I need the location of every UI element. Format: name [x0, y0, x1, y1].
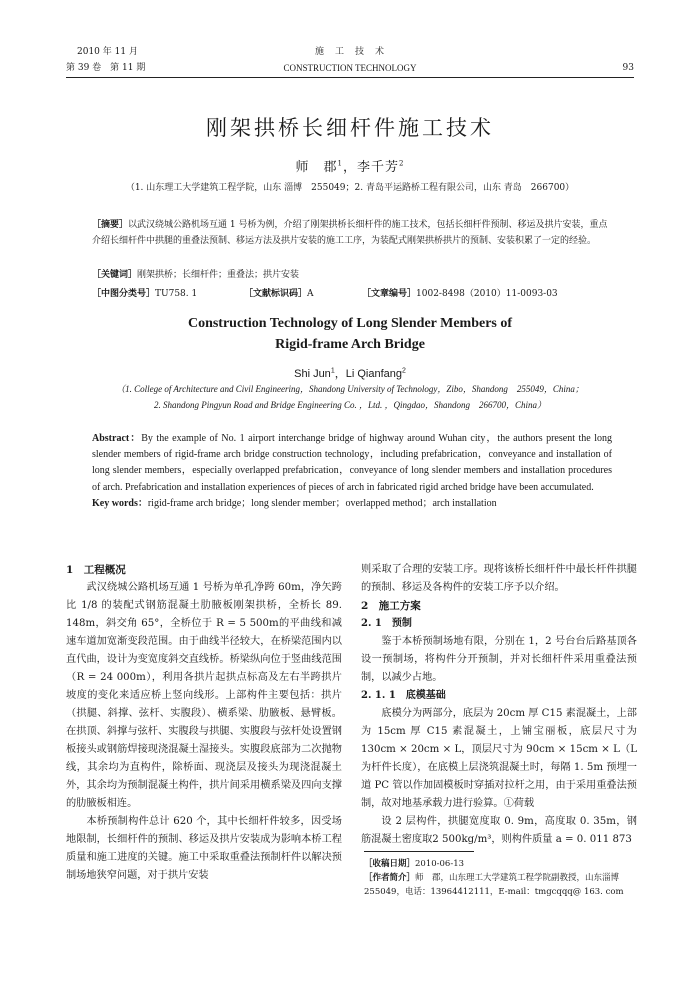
footnote [364, 857, 636, 899]
author-1-cn: 师 郡 [295, 160, 338, 175]
affiliation-en-line2: 2. Shandong Pingyun Road and Bridge Engineering Co. ，Ltd. ，Qingdao，Shandong 266700，China） [154, 400, 546, 410]
doc-code [244, 286, 314, 299]
section-1-continued: 则采取了合理的安装工序。现将该桥长细杆件中最长杆件拱腿的预制、移运及各构件的安装工序予以介绍。 [361, 564, 637, 593]
footnote-rule [364, 851, 474, 852]
clc-label: ［中图分类号］ [92, 289, 156, 299]
keywords-cn-label: ［关键词］ [92, 270, 138, 280]
author-2-en: Li Qianfang [345, 368, 402, 380]
affiliation-en-line1: （1. College of Architecture and Civil Engineering，Shandong University of Technology，Zibo，Shandong 255049，China； [116, 384, 584, 394]
header-journal-cn: 施 工 技 术 [314, 47, 385, 57]
doc-code-value: A [307, 289, 314, 299]
section-2-1-1-heading: 2. 1. 1 底模基础 [361, 690, 446, 701]
header-volume: 第 39 卷 第 11 期 [66, 63, 146, 73]
section-1-heading: 1 工程概况 [66, 564, 126, 576]
author-1-affil-en: 1 [330, 367, 335, 375]
article-number-label: ［文章编号］ [362, 289, 417, 299]
section-2-1-paragraph: 鉴于本桥预制场地有限，分别在 1，2 号台台后路基顶各设一预制场，将构件分开预制，并对长细杆件采用重叠法预制，以减少占地。 [361, 636, 637, 683]
header-page-number: 93 [622, 63, 634, 73]
affiliation-en [80, 381, 620, 413]
abstract-cn-label: ［摘要］ [92, 220, 129, 230]
header-rule [66, 77, 634, 78]
authors-en [0, 365, 700, 381]
section-1-paragraph-2: 本桥预制构件总计 620 个，其中长细杆件较多，因受场地限制，长细杆件的预制、移运及拱片安装成为影响本桥工程质量和施工进度的关键。施工中采取重叠法预制杆件以解决预制场地狭窄问题，对于拱片安装 [66, 816, 342, 881]
keywords-en-text: rigid-frame arch bridge；long slender member；overlapped method；arch installation [147, 497, 497, 509]
body-right-column [361, 561, 637, 849]
author-2-affil-en: 2 [401, 367, 406, 375]
author-sep-en: ， [334, 368, 346, 380]
doc-code-label: ［文献标识码］ [244, 289, 308, 299]
header-date: 2010 年 11 月 [77, 47, 138, 57]
abstract-en [92, 431, 612, 512]
author-2-affil-cn: 2 [399, 159, 405, 168]
abstract-en-label: Abstract： [92, 433, 142, 444]
author-sep-cn: ， [342, 160, 357, 175]
author-2-cn: 李千芳 [357, 160, 400, 175]
article-number-value: 1002-8498（2010）11-0093-03 [416, 289, 558, 299]
author-1-affil-cn: 1 [337, 159, 343, 168]
keywords-cn-text: 刚架拱桥；长细杆件；重叠法；拱片安装 [137, 270, 300, 280]
page-title-en [0, 313, 700, 355]
header-journal-en: CONSTRUCTION TECHNOLOGY [283, 63, 417, 73]
author-bio-text: 师 郡，山东理工大学建筑工程学院副教授，山东淄博 255049，电话：13964412111，E-mail：tmgcqqq@ 163. com [364, 873, 628, 897]
body-left-column [66, 561, 342, 885]
author-1-en: Shi Jun [294, 368, 331, 380]
article-number [362, 286, 558, 299]
classification-row [92, 286, 612, 299]
abstract-cn [92, 218, 612, 249]
page-title-cn: 刚架拱桥长细杆件施工技术 [206, 116, 494, 140]
received-date-value: 2010-06-13 [415, 859, 465, 869]
keywords-en-label: Key words： [92, 497, 148, 509]
clc-value: TU758. 1 [155, 289, 198, 299]
section-2-heading: 2 施工方案 [361, 600, 421, 612]
affiliation-cn: （1. 山东理工大学建筑工程学院，山东 淄博 255049；2. 青岛平运路桥工程有限公司，山东 青岛 266700） [125, 183, 575, 193]
received-date [364, 857, 636, 871]
abstract-cn-text: 以武汉绕城公路机场互通 1 号桥为例，介绍了刚架拱桥长细杆件的施工技术，包括长细杆件预制、移运及拱片安装，重点介绍长细杆件中拱腿的重叠法预制、移运方法及拱片安装的施工工序，为装配式刚架拱桥拱片的预制、安装积累了一定的经验。 [92, 220, 608, 246]
page-title-en-line2: Rigid-frame Arch Bridge [275, 337, 425, 352]
section-2-1-1-paragraph-2: 设 2 层构件，拱腿宽度取 0. 9m，高度取 0. 35m，钢筋混凝土密度取2 500kg/m³，则构件质量 a = 0. 011 873 [361, 816, 637, 845]
page-title-en-line1: Construction Technology of Long Slender Members of [187, 316, 513, 331]
section-1-paragraph-1: 武汉绕城公路机场互通 1 号桥为单孔净跨 60m，净矢跨比 1/8 的装配式钢筋混凝土肋腋板刚架拱桥，全桥长 89. 148m，斜交角 65°，全桥位于 R = 5 500m的平曲线和减速车道加宽渐变段范围。由于曲线半径较大，在桥梁范围内以直代曲，设计为变宽度斜交直线桥。桥梁纵向位于竖曲线范围（R = 24 000m），利用各拱片起拱点标高及左右半跨拱片坡度的变化来适应桥上竖向线形。上部构件主要包括：拱片（拱腿、斜撑、弦杆、实腹段）、横系梁、肋腋板、悬臂板。在拱顶、斜撑与弦杆、实腹段与拱腿、实腹段与弦杆处设置钢板接头或钢筋焊接现浇混凝土湿接头。实腹段底部为二次抛物线，其余均为直构件，除桥面、现浇层及接头为现浇混凝土外，其余均为预制混凝土构件，拱片间采用横系梁及四向支撑的肋腋板相连。 [66, 582, 342, 809]
keywords-cn [92, 268, 612, 284]
section-2-1-heading: 2. 1 预制 [361, 618, 412, 629]
abstract-en-text: By the example of No. 1 airport interchange bridge of highway around Wuhan city，the authors present the long slender members of rigid-frame arch bridge construction technology，including prefabrication，conveyance and installation of long slender members，especially overlapped prefabrication，conveyance of long slender members and installation procedures of arch. Prefabrication and installation experiences of pieces of arch in fabricated rigid arched bridge have been accumulated. [92, 433, 612, 493]
authors-cn [0, 156, 700, 175]
author-bio [364, 871, 636, 899]
received-date-label: ［收稿日期］ [364, 859, 416, 869]
section-2-1-1-paragraph-1: 底模分为两部分，底层为 20cm 厚 C15 素混凝土，上部为 15cm 厚 C15 素混凝土，上铺宝丽板，底层尺寸为 130cm × 20cm × L，顶层尺寸为 90cm × 15cm × L（L 为杆件长度），在底模上层浇筑混凝土时，每隔 1. 5m 预埋一道 PC 管以作加固模板时穿插对拉杆之用，由于采用重叠法预制，故对地基承载力进行验算。①荷载 [361, 708, 637, 809]
author-bio-label: ［作者简介］ [364, 873, 416, 883]
